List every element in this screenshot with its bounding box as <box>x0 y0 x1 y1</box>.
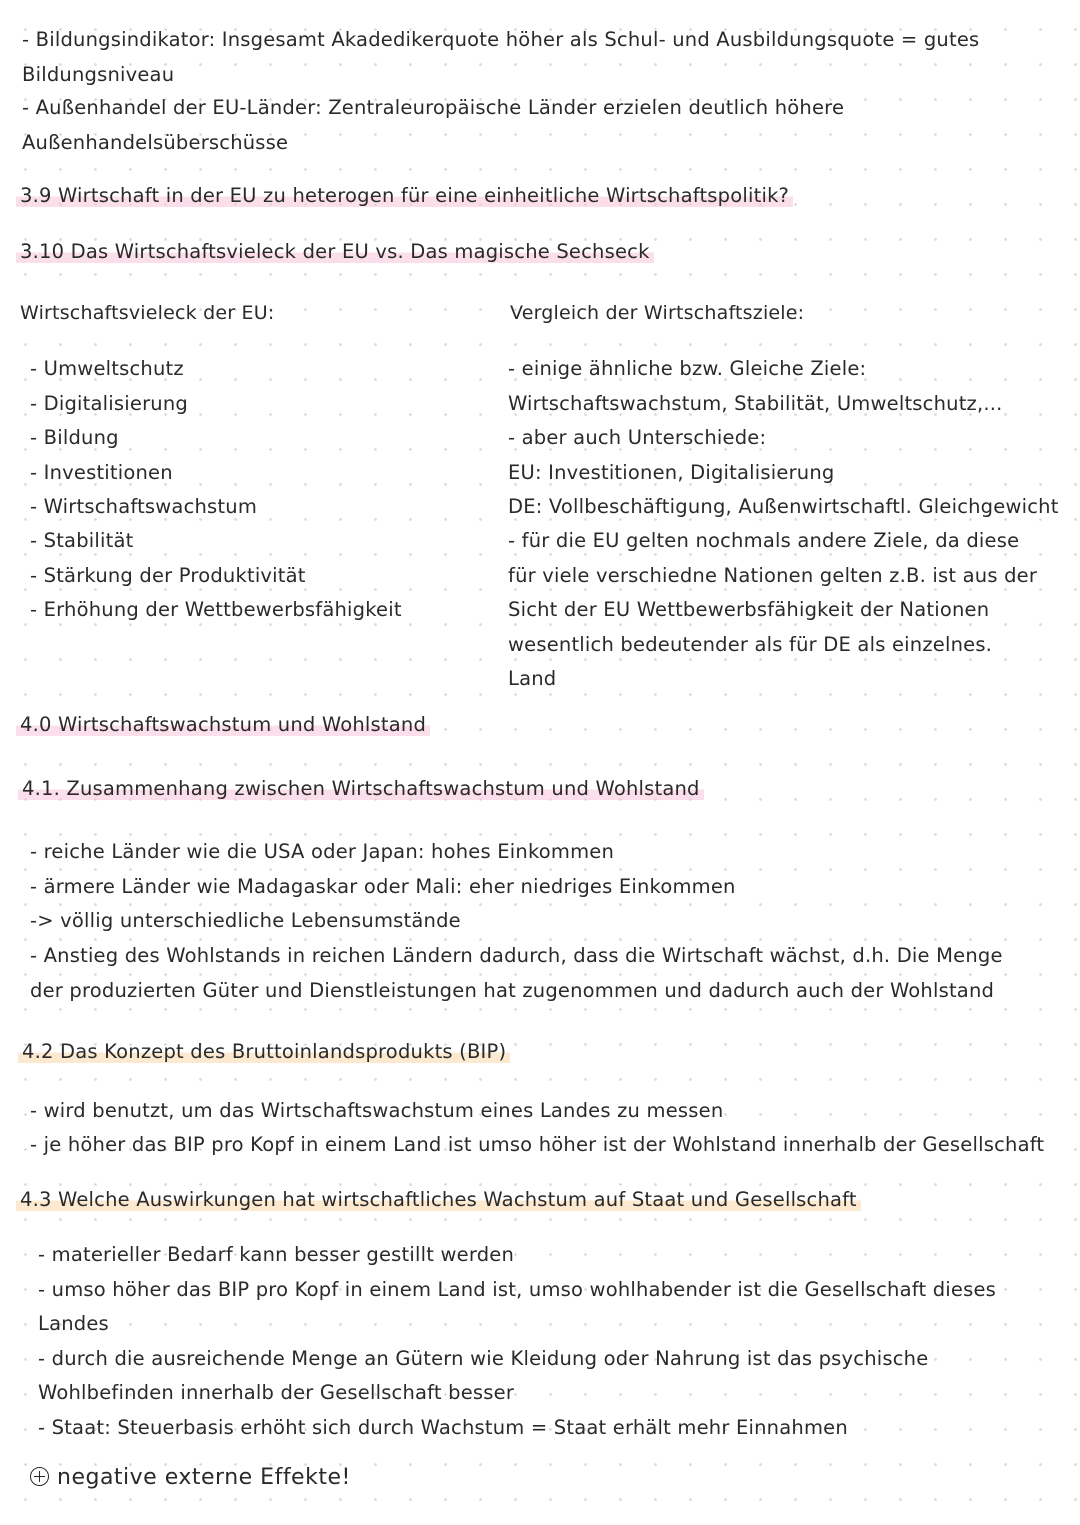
paragraph-line: - materieller Bedarf kann besser gestillt werden <box>38 1243 515 1266</box>
right-column-title: Vergleich der Wirtschaftsziele: <box>510 302 805 324</box>
paragraph-line: - umso höher das BIP pro Kopf in einem Land ist, umso wohlhabender ist die Gesellschaft dieses <box>38 1278 997 1301</box>
heading-text: 4.1. Zusammenhang zwischen Wirtschaftswachstum und Wohlstand <box>18 777 704 800</box>
heading-4-2 <box>22 1040 510 1064</box>
heading-text: 3.10 Das Wirtschaftsvieleck der EU vs. Das magische Sechseck <box>16 240 654 263</box>
list-item: - Umweltschutz <box>30 357 184 380</box>
list-item: - Digitalisierung <box>30 392 188 415</box>
paragraph-line: - reiche Länder wie die USA oder Japan: hohes Einkommen <box>30 840 615 863</box>
paragraph-line: Wohlbefinden innerhalb der Gesellschaft besser <box>38 1381 515 1404</box>
intro-line: - Außenhandel der EU-Länder: Zentraleuropäische Länder erzielen deutlich höhere <box>22 96 845 119</box>
comparison-line: Land <box>508 667 557 690</box>
list-item: - Stabilität <box>30 529 134 552</box>
comparison-line: - für die EU gelten nochmals andere Ziele, da diese <box>508 529 1020 552</box>
heading-4-1 <box>22 777 704 801</box>
comparison-line: - aber auch Unterschiede: <box>508 426 767 449</box>
negative-effects-text: negative externe Effekte! <box>57 1465 351 1490</box>
intro-line: - Bildungsindikator: Insgesamt Akadedikerquote höher als Schul- und Ausbildungsquote = gutes <box>22 28 980 51</box>
plus-circle-icon <box>30 1467 49 1486</box>
paragraph-line: - wird benutzt, um das Wirtschaftswachstum eines Landes zu messen <box>30 1099 724 1122</box>
comparison-line: für viele verschiedne Nationen gelten z.B. ist aus der <box>508 564 1038 587</box>
comparison-line: EU: Investitionen, Digitalisierung <box>508 461 835 484</box>
paragraph-line: - je höher das BIP pro Kopf in einem Land ist umso höher ist der Wohlstand innerhalb der Gesellschaft <box>30 1133 1045 1156</box>
list-item: - Bildung <box>30 426 119 449</box>
heading-3-9 <box>20 184 793 208</box>
paragraph-line: der produzierten Güter und Dienstleistungen hat zugenommen und dadurch auch der Wohlstand <box>30 979 995 1002</box>
heading-text: 3.9 Wirtschaft in der EU zu heterogen für eine einheitliche Wirtschaftspolitik? <box>16 184 793 207</box>
comparison-line: - einige ähnliche bzw. Gleiche Ziele: <box>508 357 867 380</box>
list-item: - Wirtschaftswachstum <box>30 495 258 518</box>
heading-text: 4.2 Das Konzept des Bruttoinlandsprodukts (BIP) <box>18 1040 510 1063</box>
intro-line: Außenhandelsüberschüsse <box>22 131 289 154</box>
comparison-line: wesentlich bedeutender als für DE als einzelnes. <box>508 633 993 656</box>
paragraph-line: -> völlig unterschiedliche Lebensumstände <box>30 909 461 932</box>
heading-3-10 <box>20 240 654 264</box>
list-item: - Erhöhung der Wettbewerbsfähigkeit <box>30 598 402 621</box>
comparison-line: Wirtschaftswachstum, Stabilität, Umweltschutz,... <box>508 392 1003 415</box>
list-item: - Stärkung der Produktivität <box>30 564 306 587</box>
paragraph-line: - Staat: Steuerbasis erhöht sich durch Wachstum = Staat erhält mehr Einnahmen <box>38 1416 848 1439</box>
heading-text: 4.3 Welche Auswirkungen hat wirtschaftliches Wachstum auf Staat und Gesellschaft <box>16 1188 861 1211</box>
list-item: - Investitionen <box>30 461 173 484</box>
comparison-line: DE: Vollbeschäftigung, Außenwirtschaftl. Gleichgewicht <box>508 495 1059 518</box>
paragraph-line: - Anstieg des Wohlstands in reichen Ländern dadurch, dass die Wirtschaft wächst, d.h. Die Menge <box>30 944 1003 967</box>
paragraph-line: Landes <box>38 1312 109 1335</box>
negative-effects-note <box>30 1466 351 1490</box>
intro-line: Bildungsniveau <box>22 63 175 86</box>
heading-4-0 <box>20 713 430 737</box>
left-column-title: Wirtschaftsvieleck der EU: <box>20 302 275 324</box>
paragraph-line: - durch die ausreichende Menge an Gütern wie Kleidung oder Nahrung ist das psychische <box>38 1347 929 1370</box>
comparison-line: Sicht der EU Wettbewerbsfähigkeit der Nationen <box>508 598 990 621</box>
heading-text: 4.0 Wirtschaftswachstum und Wohlstand <box>16 713 430 736</box>
heading-4-3 <box>20 1188 861 1212</box>
paragraph-line: - ärmere Länder wie Madagaskar oder Mali: eher niedriges Einkommen <box>30 875 736 898</box>
